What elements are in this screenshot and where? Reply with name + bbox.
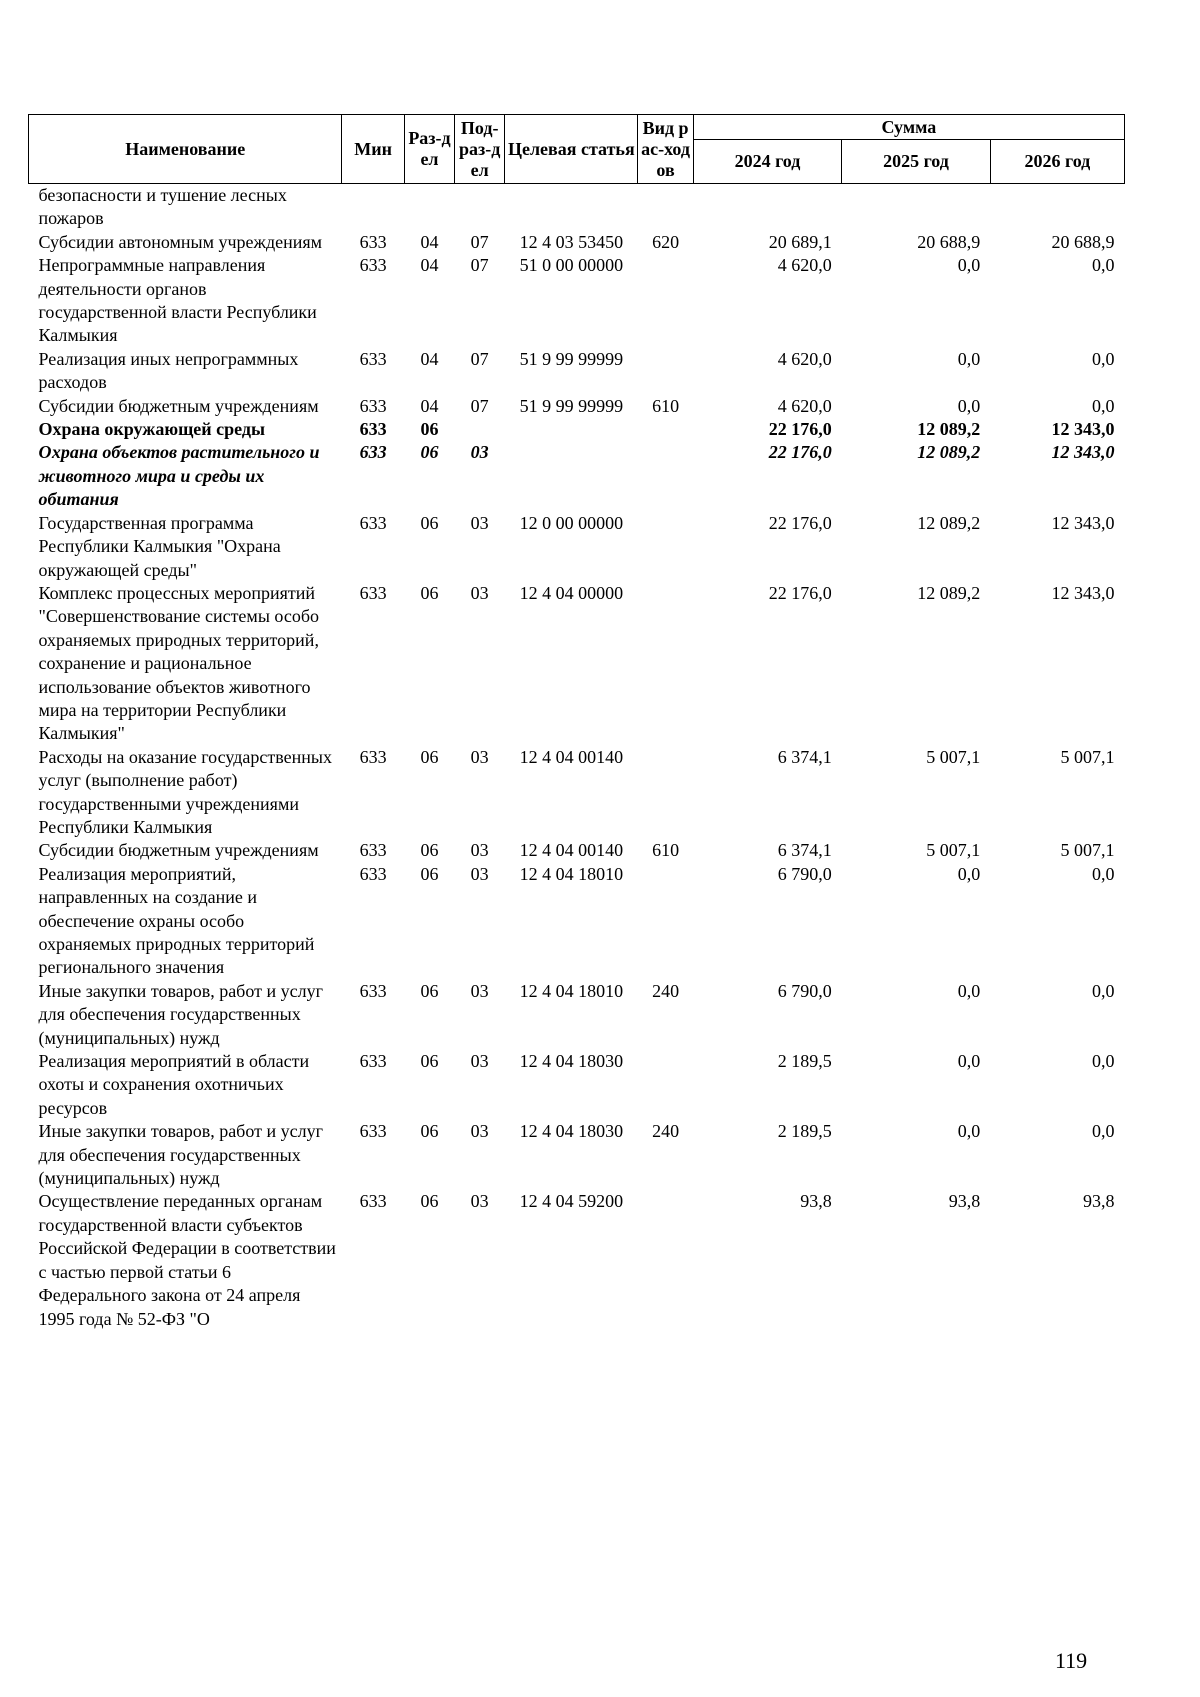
cell-sum-2026: 12 343,0: [1051, 419, 1115, 440]
cell-vid: [638, 1190, 693, 1330]
cell-sum-2025: 20 688,9: [917, 231, 981, 252]
header-2026: 2026 год: [990, 140, 1124, 184]
cell-min: 633: [359, 582, 387, 603]
cell-celevaya: 12 4 04 59200: [519, 1191, 624, 1212]
cell-name: Субсидии бюджетным учреждениям: [38, 395, 319, 416]
cell-celevaya: 51 9 99 99999: [519, 395, 624, 416]
table-header: [29, 115, 1125, 184]
cell-celevaya: 12 4 04 18030: [519, 1051, 624, 1072]
cell-podrazdel: 03: [470, 442, 489, 463]
cell-sum-2026: 5 007,1: [1060, 746, 1115, 767]
cell-razdel: 06: [420, 840, 439, 861]
cell-min: 633: [359, 863, 387, 884]
table-row: [29, 254, 1125, 348]
cell-sum-2025: 0,0: [957, 348, 981, 369]
cell-sum-2025: 0,0: [957, 980, 981, 1001]
cell-vid: [638, 512, 693, 582]
table-row: [29, 512, 1125, 582]
table-row: [29, 582, 1125, 746]
cell-podrazdel: 03: [470, 1121, 489, 1142]
cell-name: Охрана окружающей среды: [38, 419, 266, 440]
cell-min: 633: [359, 442, 387, 463]
cell-name: Реализация мероприятий в области охоты и сохранения охотничьих ресурсов: [38, 1051, 310, 1118]
cell-celevaya: 12 4 04 18010: [519, 863, 624, 884]
cell-sum-2025: 12 089,2: [917, 442, 981, 463]
cell-celevaya: 12 4 04 00140: [519, 840, 624, 861]
cell-razdel: 04: [420, 231, 439, 252]
cell-razdel: [404, 184, 454, 231]
cell-sum-2026: 12 343,0: [1051, 512, 1115, 533]
cell-vid: [638, 184, 693, 231]
cell-sum-2024: [693, 184, 842, 231]
cell-sum-2026: 0,0: [1092, 255, 1115, 276]
cell-celevaya: [505, 441, 638, 511]
cell-min: 633: [359, 1191, 387, 1212]
cell-razdel: 04: [420, 395, 439, 416]
cell-razdel: 06: [420, 512, 439, 533]
budget-table: [28, 114, 1125, 1331]
cell-razdel: 06: [420, 442, 439, 463]
cell-sum-2026: 0,0: [1092, 863, 1115, 884]
cell-name: Иные закупки товаров, работ и услуг для обеспечения государственных (муниципальных) нужд: [38, 980, 323, 1048]
cell-razdel: 06: [420, 980, 439, 1001]
cell-podrazdel: 07: [470, 348, 489, 369]
cell-vid: 240: [652, 1121, 680, 1142]
cell-sum-2024: 20 689,1: [768, 231, 832, 252]
cell-sum-2025: 12 089,2: [917, 419, 981, 440]
cell-sum-2024: 22 176,0: [768, 582, 832, 603]
cell-vid: [638, 746, 693, 840]
cell-sum-2024: 22 176,0: [768, 442, 832, 463]
cell-celevaya: 12 4 04 00140: [519, 746, 624, 767]
cell-sum-2026: 0,0: [1092, 980, 1115, 1001]
cell-name: Реализация мероприятий, направленных на создание и обеспечение охраны особо охраняемых природных территорий регионального значения: [38, 863, 315, 978]
cell-sum-2024: 4 620,0: [777, 255, 832, 276]
cell-min: 633: [359, 395, 387, 416]
table-row: [29, 441, 1125, 511]
header-2025: 2025 год: [842, 140, 991, 184]
cell-podrazdel: 03: [470, 582, 489, 603]
cell-sum-2026: 0,0: [1092, 348, 1115, 369]
header-summa: Сумма: [693, 115, 1124, 140]
cell-razdel: 06: [420, 1191, 439, 1212]
table-row: [29, 395, 1125, 418]
table-row: [29, 746, 1125, 840]
cell-sum-2026: 12 343,0: [1051, 582, 1115, 603]
table-row: [29, 863, 1125, 980]
cell-podrazdel: 03: [470, 980, 489, 1001]
cell-sum-2026: 93,8: [1083, 1191, 1115, 1212]
table-row: [29, 1120, 1125, 1190]
cell-celevaya: 12 4 04 18030: [519, 1121, 624, 1142]
cell-vid: [638, 863, 693, 980]
cell-name: Непрограммные направления деятельности органов государственной власти Республики Калмыкия: [38, 255, 317, 346]
cell-sum-2024: 6 374,1: [777, 746, 832, 767]
cell-podrazdel: 03: [470, 1191, 489, 1212]
cell-celevaya: [505, 184, 638, 231]
cell-min: 633: [359, 746, 387, 767]
header-podrazdel: Под-раз-дел: [455, 115, 505, 184]
cell-celevaya: [505, 418, 638, 441]
cell-sum-2026: 0,0: [1092, 395, 1115, 416]
cell-min: 633: [359, 980, 387, 1001]
header-2024: 2024 год: [693, 140, 842, 184]
cell-name: Иные закупки товаров, работ и услуг для обеспечения государственных (муниципальных) нужд: [38, 1121, 323, 1189]
cell-sum-2024: 22 176,0: [768, 419, 832, 440]
cell-vid: 610: [652, 395, 680, 416]
cell-razdel: 06: [420, 746, 439, 767]
cell-podrazdel: [455, 184, 505, 231]
cell-celevaya: 12 4 04 18010: [519, 980, 624, 1001]
cell-sum-2024: 6 790,0: [777, 863, 832, 884]
cell-celevaya: 12 4 03 53450: [519, 231, 624, 252]
header-vid: Вид рас-ходов: [638, 115, 693, 184]
cell-podrazdel: 07: [470, 395, 489, 416]
cell-celevaya: 12 4 04 00000: [519, 582, 624, 603]
cell-sum-2026: 5 007,1: [1060, 840, 1115, 861]
cell-podrazdel: 03: [470, 746, 489, 767]
cell-min: 633: [359, 1051, 387, 1072]
cell-celevaya: 12 0 00 00000: [519, 512, 624, 533]
cell-name: Комплекс процессных мероприятий "Совершенствование системы особо охраняемых природных территорий, сохранение и рациональное использование объектов животного мира на территории Республики Калмыкия": [38, 582, 320, 744]
cell-name: Осуществление переданных органам государственной власти субъектов Российской Федерации в соответствии с частью первой статьи 6 Федерального закона от 24 апреля 1995 года № 52-ФЗ "О: [38, 1191, 336, 1329]
cell-min: 633: [359, 419, 387, 440]
cell-vid: [638, 582, 693, 746]
cell-min: [342, 184, 404, 231]
cell-name: Государственная программа Республики Калмыкия "Охрана окружающей среды": [38, 512, 281, 580]
cell-min: 633: [359, 1121, 387, 1142]
cell-vid: [638, 254, 693, 348]
cell-vid: [638, 418, 693, 441]
cell-sum-2025: 0,0: [957, 255, 981, 276]
cell-razdel: 04: [420, 255, 439, 276]
cell-vid: 620: [652, 231, 680, 252]
cell-podrazdel: 03: [470, 863, 489, 884]
cell-name: Реализация иных непрограммных расходов: [38, 348, 299, 393]
budget-document: [28, 114, 1125, 1331]
cell-name: безопасности и тушение лесных пожаров: [38, 185, 287, 229]
cell-vid: [638, 348, 693, 395]
cell-razdel: 06: [420, 1121, 439, 1142]
cell-min: 633: [359, 348, 387, 369]
cell-sum-2024: 22 176,0: [768, 512, 832, 533]
table-row: [29, 839, 1125, 862]
cell-sum-2025: 5 007,1: [926, 746, 981, 767]
cell-celevaya: 51 0 00 00000: [519, 255, 624, 276]
cell-sum-2024: 2 189,5: [777, 1051, 832, 1072]
cell-podrazdel: 03: [470, 840, 489, 861]
table-row: [29, 184, 1125, 231]
cell-vid: 610: [652, 840, 680, 861]
cell-razdel: 06: [420, 1051, 439, 1072]
table-row: [29, 1050, 1125, 1120]
cell-min: 633: [359, 512, 387, 533]
cell-sum-2025: [842, 184, 991, 231]
cell-min: 633: [359, 231, 387, 252]
cell-podrazdel: 03: [470, 1051, 489, 1072]
cell-sum-2026: [990, 184, 1124, 231]
cell-sum-2024: 6 790,0: [777, 980, 832, 1001]
cell-sum-2025: 0,0: [957, 1121, 981, 1142]
cell-sum-2024: 4 620,0: [777, 348, 832, 369]
table-body: [29, 184, 1125, 1331]
table-row: [29, 1190, 1125, 1330]
cell-sum-2026: 20 688,9: [1051, 231, 1115, 252]
cell-podrazdel: 07: [470, 231, 489, 252]
cell-min: 633: [359, 840, 387, 861]
cell-podrazdel: 07: [470, 255, 489, 276]
cell-sum-2024: 4 620,0: [777, 395, 832, 416]
cell-sum-2026: 0,0: [1092, 1051, 1115, 1072]
header-celevaya: Целевая статья: [505, 115, 638, 184]
cell-sum-2025: 12 089,2: [917, 582, 981, 603]
page-number: 119: [1055, 1648, 1088, 1673]
cell-sum-2025: 0,0: [957, 395, 981, 416]
table-row: [29, 980, 1125, 1050]
header-razdel: Раз-дел: [404, 115, 454, 184]
cell-min: 633: [359, 255, 387, 276]
cell-celevaya: 51 9 99 99999: [519, 348, 624, 369]
table-row: [29, 418, 1125, 441]
header-name: Наименование: [29, 115, 342, 184]
cell-razdel: 04: [420, 348, 439, 369]
cell-sum-2026: 12 343,0: [1051, 442, 1115, 463]
cell-name: Расходы на оказание государственных услуг (выполнение работ) государственными учреждениями Республики Калмыкия: [38, 746, 332, 837]
cell-sum-2026: 0,0: [1092, 1121, 1115, 1142]
cell-razdel: 06: [420, 419, 439, 440]
cell-sum-2025: 0,0: [957, 863, 981, 884]
cell-sum-2024: 6 374,1: [777, 840, 832, 861]
cell-name: Субсидии бюджетным учреждениям: [38, 840, 319, 861]
table-row: [29, 348, 1125, 395]
cell-podrazdel: 03: [470, 512, 489, 533]
cell-vid: 240: [652, 980, 680, 1001]
cell-sum-2025: 12 089,2: [917, 512, 981, 533]
cell-razdel: 06: [420, 582, 439, 603]
cell-sum-2024: 93,8: [800, 1191, 832, 1212]
header-min: Мин: [342, 115, 404, 184]
cell-vid: [638, 441, 693, 511]
cell-vid: [638, 1050, 693, 1120]
cell-sum-2024: 2 189,5: [777, 1121, 832, 1142]
table-row: [29, 231, 1125, 254]
cell-name: Субсидии автономным учреждениям: [38, 231, 323, 252]
cell-razdel: 06: [420, 863, 439, 884]
cell-sum-2025: 5 007,1: [926, 840, 981, 861]
cell-sum-2025: 0,0: [957, 1051, 981, 1072]
cell-sum-2025: 93,8: [948, 1191, 981, 1212]
cell-name: Охрана объектов растительного и животного мира и среды их обитания: [38, 442, 320, 510]
cell-podrazdel: [455, 418, 505, 441]
